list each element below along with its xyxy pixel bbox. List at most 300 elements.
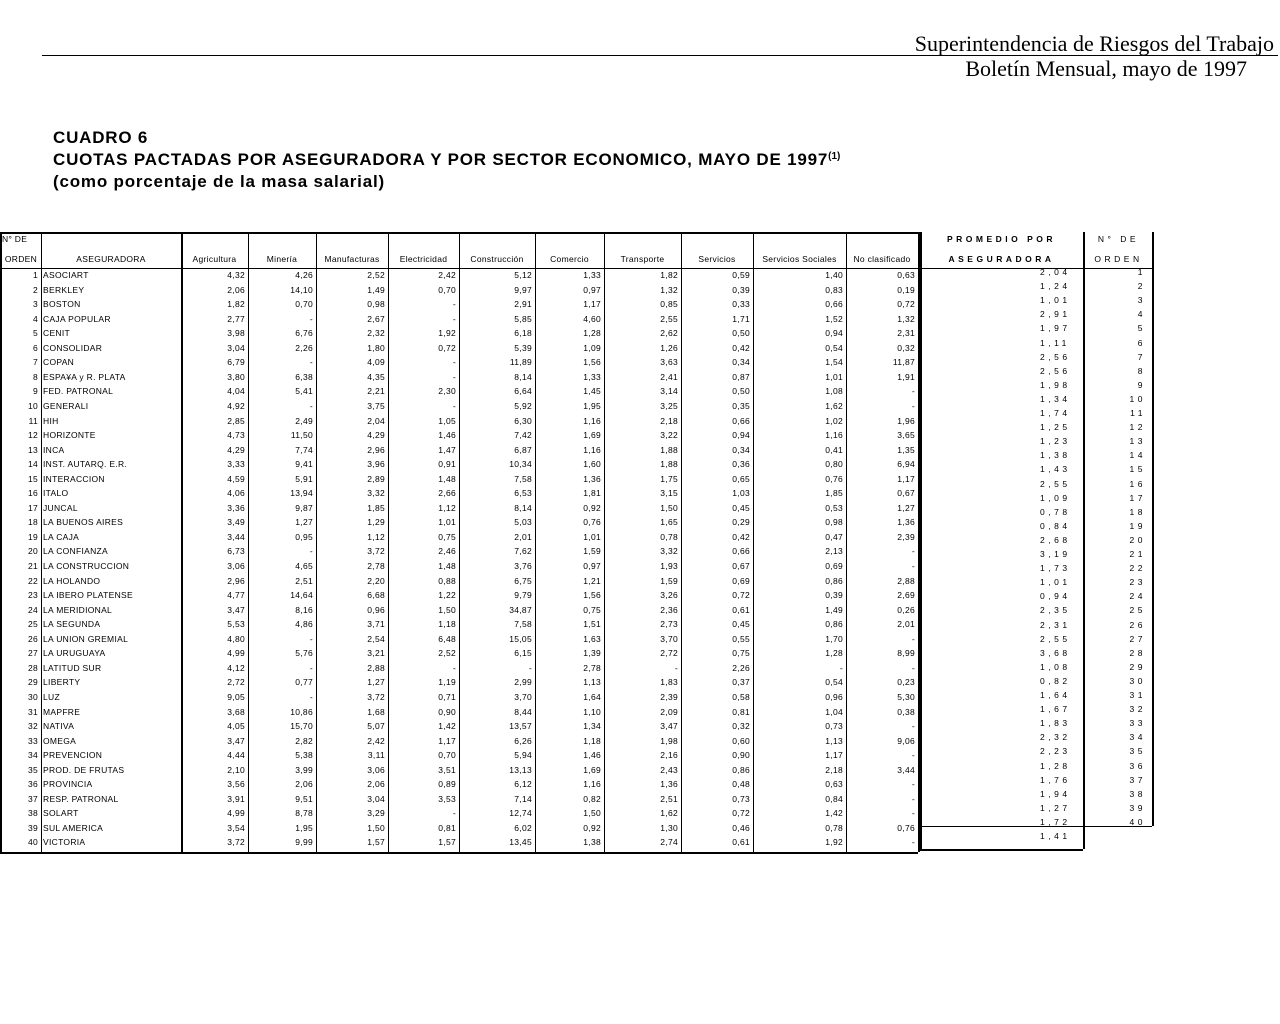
- row-value: 0,54: [825, 342, 843, 353]
- row-value: 2,51: [295, 575, 313, 586]
- row-value: 2,89: [367, 473, 385, 484]
- row-insurer-name: RESP. PATRONAL: [43, 793, 119, 804]
- row-value: 0,88: [438, 575, 456, 586]
- row-value: 0,96: [825, 691, 843, 702]
- row-value: -: [674, 662, 678, 673]
- row-value: 1,12: [367, 531, 385, 542]
- row-value: 3,51: [438, 764, 456, 775]
- row-value: 9,06: [897, 735, 915, 746]
- row-value: 4,92: [227, 400, 245, 411]
- row-value: 3,54: [227, 822, 245, 833]
- row-order-number: 34: [27, 750, 38, 761]
- row-value: 1,17: [897, 473, 915, 484]
- row-value: 5,92: [514, 400, 532, 411]
- row-value: 1,17: [825, 750, 843, 761]
- row-value: 1,75: [660, 473, 678, 484]
- row-insurer-name: CONSOLIDAR: [43, 342, 103, 353]
- row-value: 2,96: [367, 444, 385, 455]
- row-value: 1,40: [825, 270, 843, 280]
- row-value: 0,96: [367, 604, 385, 615]
- row-value: 0,75: [732, 648, 750, 659]
- row-order-number: 38: [27, 808, 38, 819]
- row-value: 1,33: [583, 270, 601, 280]
- row-value: 1,48: [438, 473, 456, 484]
- row-value: 3,70: [514, 691, 532, 702]
- row-value: 2,85: [227, 415, 245, 426]
- row-value: -: [911, 561, 915, 571]
- row-value: 0,92: [583, 502, 601, 513]
- promedio-head-top: PROMEDIO POR: [946, 234, 1057, 244]
- row-value: 6,94: [897, 459, 915, 470]
- row-order-number: 13: [27, 444, 38, 455]
- row-value: -: [911, 793, 915, 804]
- row-value: 1,36: [660, 779, 678, 790]
- row-value: 0,84: [825, 793, 843, 804]
- row-value: 1,95: [295, 822, 313, 833]
- row-order-number: 36: [27, 779, 38, 790]
- row-value: 0,19: [897, 284, 915, 295]
- row-value: 1,46: [438, 430, 456, 441]
- row-value: 2,62: [660, 328, 678, 339]
- row-value: -: [309, 400, 313, 411]
- row-value: 2,06: [367, 779, 385, 790]
- row-value: 2,01: [514, 531, 532, 542]
- row-value: 2,74: [660, 837, 678, 848]
- row-value: 2,09: [660, 706, 678, 717]
- row-value: 1,17: [583, 299, 601, 310]
- row-value: -: [309, 313, 313, 324]
- row-value: 3,21: [367, 648, 385, 659]
- promedio-value: 2,55: [1040, 478, 1071, 489]
- row-value: 3,76: [514, 561, 532, 571]
- row-value: 0,75: [583, 604, 601, 615]
- row-value: 0,66: [732, 415, 750, 426]
- row-value: 6,76: [295, 328, 313, 339]
- column-divider: [41, 232, 42, 852]
- row-value: 1,35: [897, 444, 915, 455]
- row-value: 2,49: [295, 415, 313, 426]
- row-order-number: 33: [27, 735, 38, 746]
- row-value: 1,80: [367, 342, 385, 353]
- orden2-value: 14: [1129, 450, 1146, 461]
- row-value: 1,33: [583, 371, 601, 382]
- row-insurer-name: CENIT: [43, 328, 70, 339]
- row-value: 0,82: [583, 793, 601, 804]
- row-value: 3,68: [227, 706, 245, 717]
- row-value: 0,77: [295, 677, 313, 688]
- row-order-number: 29: [27, 677, 38, 688]
- row-value: 0,35: [732, 400, 750, 411]
- row-order-number: 2: [32, 284, 38, 295]
- promedio-value: 1,34: [1040, 393, 1071, 404]
- row-value: -: [911, 779, 915, 790]
- row-value: 1,82: [660, 270, 678, 280]
- row-insurer-name: LUZ: [43, 691, 60, 702]
- row-value: -: [528, 662, 532, 673]
- title-subtitle: (como porcentaje de la masa salarial): [53, 172, 385, 191]
- row-value: 4,80: [227, 633, 245, 644]
- row-value: 1,21: [583, 575, 601, 586]
- promedio-value: 1,98: [1040, 379, 1071, 390]
- row-value: 1,88: [660, 459, 678, 470]
- promedio-value: 1,43: [1040, 464, 1071, 475]
- orden2-value: 35: [1129, 746, 1146, 757]
- row-value: 4,60: [583, 313, 601, 324]
- orden2-value: 30: [1129, 675, 1146, 686]
- row-value: 2,52: [438, 648, 456, 659]
- row-order-number: 6: [32, 342, 38, 353]
- row-value: 0,94: [825, 328, 843, 339]
- row-value: 0,73: [732, 793, 750, 804]
- row-value: 1,91: [897, 371, 915, 382]
- row-value: 1,39: [583, 648, 601, 659]
- row-value: 4,73: [227, 430, 245, 441]
- row-value: 0,42: [732, 342, 750, 353]
- row-insurer-name: ITALO: [43, 488, 69, 499]
- row-value: 1,04: [825, 706, 843, 717]
- row-insurer-name: INCA: [43, 444, 65, 455]
- row-value: 13,57: [509, 721, 532, 732]
- row-value: 0,36: [732, 459, 750, 470]
- row-value: -: [309, 633, 313, 644]
- row-insurer-name: HIH: [43, 415, 59, 426]
- row-value: 3,44: [227, 531, 245, 542]
- title-main-text: CUOTAS PACTADAS POR ASEGURADORA Y POR SECTOR ECONOMICO, MAYO DE 1997: [53, 150, 829, 169]
- row-value: 3,22: [660, 430, 678, 441]
- promedio-head-bottom: ASEGURADORA: [948, 254, 1055, 264]
- row-value: 1,01: [583, 531, 601, 542]
- row-value: 11,89: [509, 357, 532, 368]
- orden2-value: 32: [1129, 704, 1146, 715]
- row-insurer-name: LA HOLANDO: [43, 575, 101, 586]
- orden2-value: 21: [1129, 549, 1146, 559]
- row-value: 1,81: [583, 488, 601, 499]
- row-value: 1,65: [660, 517, 678, 528]
- row-value: 2,20: [367, 575, 385, 586]
- row-value: -: [452, 299, 456, 310]
- row-value: 1,48: [438, 561, 456, 571]
- row-value: 0,70: [438, 750, 456, 761]
- promedio-value: 1,41: [1040, 831, 1071, 841]
- row-value: 1,18: [438, 619, 456, 630]
- row-value: 4,65: [295, 561, 313, 571]
- row-value: 3,33: [227, 459, 245, 470]
- row-value: 2,88: [897, 575, 915, 586]
- row-value: 2,78: [583, 662, 601, 673]
- row-value: -: [839, 662, 843, 673]
- row-value: 0,66: [825, 299, 843, 310]
- row-value: 0,86: [825, 575, 843, 586]
- row-value: 0,73: [825, 721, 843, 732]
- row-value: 0,71: [438, 691, 456, 702]
- row-value: 1,17: [438, 735, 456, 746]
- row-insurer-name: NATIVA: [43, 721, 75, 732]
- row-value: 1,03: [732, 488, 750, 499]
- row-value: 6,18: [514, 328, 532, 339]
- promedio-value: 2,56: [1040, 365, 1071, 376]
- row-value: 0,54: [825, 677, 843, 688]
- row-value: 0,75: [438, 531, 456, 542]
- row-value: 3,96: [367, 459, 385, 470]
- row-insurer-name: PREVENCION: [43, 750, 103, 761]
- row-value: 2,06: [227, 284, 245, 295]
- row-value: 0,89: [438, 779, 456, 790]
- row-value: 12,74: [509, 808, 532, 819]
- row-value: 9,99: [295, 837, 313, 848]
- row-value: 1,08: [825, 386, 843, 397]
- orden2-value: 6: [1137, 337, 1146, 348]
- row-value: 7,14: [514, 793, 532, 804]
- row-value: 2,66: [438, 488, 456, 499]
- row-value: 0,63: [897, 270, 915, 280]
- row-value: 4,06: [227, 488, 245, 499]
- row-value: 4,05: [227, 721, 245, 732]
- row-value: 2,82: [295, 735, 313, 746]
- row-value: -: [911, 721, 915, 732]
- promedio-value: 2,35: [1040, 605, 1071, 616]
- row-value: -: [452, 371, 456, 382]
- orden2-value: 26: [1129, 619, 1146, 630]
- row-value: 1,16: [825, 430, 843, 441]
- row-value: 1,56: [583, 590, 601, 601]
- row-value: 1,62: [825, 400, 843, 411]
- row-value: 1,38: [583, 837, 601, 848]
- row-value: 1,05: [438, 415, 456, 426]
- row-value: 1,50: [367, 822, 385, 833]
- promedio-value: 1,08: [1040, 661, 1071, 672]
- row-value: 14,10: [290, 284, 313, 295]
- row-value: 3,26: [660, 590, 678, 601]
- row-value: 0,45: [732, 619, 750, 630]
- row-value: 1,27: [295, 517, 313, 528]
- row-value: 34,87: [509, 604, 532, 615]
- row-value: 3,80: [227, 371, 245, 382]
- row-insurer-name: LA SEGUNDA: [43, 619, 101, 630]
- row-value: 6,87: [514, 444, 532, 455]
- row-value: 13,94: [290, 488, 313, 499]
- promedio-value: 1,27: [1040, 802, 1071, 813]
- row-order-number: 39: [27, 822, 38, 833]
- row-value: 1,92: [438, 328, 456, 339]
- row-value: 6,64: [514, 386, 532, 397]
- row-value: 6,48: [438, 633, 456, 644]
- row-value: 3,56: [227, 779, 245, 790]
- row-value: 2,78: [367, 561, 385, 571]
- row-value: 0,90: [438, 706, 456, 717]
- row-value: 1,32: [660, 284, 678, 295]
- row-value: 2,46: [438, 546, 456, 557]
- row-value: 3,49: [227, 517, 245, 528]
- row-value: 0,34: [732, 357, 750, 368]
- row-value: 1,64: [583, 691, 601, 702]
- row-insurer-name: BERKLEY: [43, 284, 85, 295]
- row-value: 4,32: [227, 270, 245, 280]
- row-value: -: [452, 400, 456, 411]
- orden2-value: 8: [1137, 365, 1146, 376]
- row-value: 8,16: [295, 604, 313, 615]
- row-value: 0,91: [438, 459, 456, 470]
- row-value: 0,29: [732, 517, 750, 528]
- row-order-number: 28: [27, 662, 38, 673]
- row-value: 10,86: [290, 706, 313, 717]
- row-value: 2,73: [660, 619, 678, 630]
- row-value: 2,55: [660, 313, 678, 324]
- row-value: 2,26: [732, 662, 750, 673]
- row-value: 6,79: [227, 357, 245, 368]
- row-value: 0,94: [732, 430, 750, 441]
- orden2-head-bottom: ORDEN: [1094, 254, 1143, 264]
- promedio-value: 1,28: [1040, 760, 1071, 771]
- row-value: 2,30: [438, 386, 456, 397]
- row-value: 2,18: [660, 415, 678, 426]
- promedio-value: 1,72: [1040, 816, 1071, 827]
- row-value: 5,94: [514, 750, 532, 761]
- orden2-value: 37: [1129, 774, 1146, 785]
- row-value: 2,51: [660, 793, 678, 804]
- orden2-value: 16: [1129, 478, 1146, 489]
- row-value: 0,37: [732, 677, 750, 688]
- row-value: 0,67: [732, 561, 750, 571]
- row-value: 0,97: [583, 561, 601, 571]
- promedio-bottom-border: [920, 849, 1083, 851]
- orden2-value: 7: [1137, 351, 1146, 362]
- row-order-number: 12: [27, 430, 38, 441]
- row-value: 2,77: [227, 313, 245, 324]
- row-value: 0,85: [660, 299, 678, 310]
- row-value: 2,32: [367, 328, 385, 339]
- row-value: 7,62: [514, 546, 532, 557]
- row-value: 1,27: [897, 502, 915, 513]
- promedio-value: 2,23: [1040, 746, 1071, 757]
- row-order-number: 19: [27, 531, 38, 542]
- row-insurer-name: OMEGA: [43, 735, 77, 746]
- row-order-number: 10: [27, 400, 38, 411]
- row-value: 0,42: [732, 531, 750, 542]
- row-value: 1,30: [660, 822, 678, 833]
- row-insurer-name: CAJA POPULAR: [43, 313, 111, 324]
- row-insurer-name: LA BUENOS AIRES: [43, 517, 124, 528]
- row-value: 2,42: [367, 735, 385, 746]
- row-value: 1,22: [438, 590, 456, 601]
- row-order-number: 16: [27, 488, 38, 499]
- row-order-number: 15: [27, 473, 38, 484]
- orden2-value: 18: [1129, 506, 1146, 517]
- row-insurer-name: MAPFRE: [43, 706, 81, 717]
- row-insurer-name: LA CAJA: [43, 531, 80, 542]
- promedio-value: 1,67: [1040, 704, 1071, 715]
- row-insurer-name: INTERACCION: [43, 473, 105, 484]
- row-insurer-name: LATITUD SUR: [43, 662, 102, 673]
- row-value: 2,42: [438, 270, 456, 280]
- row-value: 1,82: [227, 299, 245, 310]
- row-value: 3,70: [660, 633, 678, 644]
- row-value: 1,42: [438, 721, 456, 732]
- row-value: 4,29: [227, 444, 245, 455]
- row-value: 6,15: [514, 648, 532, 659]
- row-value: 0,86: [732, 764, 750, 775]
- row-value: 11,50: [290, 430, 313, 441]
- row-value: 1,10: [583, 706, 601, 717]
- row-order-number: 27: [27, 648, 38, 659]
- row-value: 1,57: [438, 837, 456, 848]
- title-cuadro: CUADRO 6: [53, 128, 149, 147]
- row-value: 3,15: [660, 488, 678, 499]
- row-value: 1,36: [897, 517, 915, 528]
- orden2-value: 28: [1129, 647, 1146, 658]
- header-bulletin: Boletín Mensual, mayo de 1997: [965, 56, 1247, 81]
- row-value: 15,70: [290, 721, 313, 732]
- row-value: 0,67: [897, 488, 915, 499]
- row-order-number: 30: [27, 691, 38, 702]
- row-value: 6,26: [514, 735, 532, 746]
- row-value: 3,44: [897, 764, 915, 775]
- row-value: 0,86: [825, 619, 843, 630]
- promedio-left-border: [920, 232, 922, 849]
- row-value: 3,75: [367, 400, 385, 411]
- orden2-value: 40: [1129, 816, 1146, 827]
- row-order-number: 32: [27, 721, 38, 732]
- row-value: 1,42: [825, 808, 843, 819]
- row-value: 0,72: [732, 808, 750, 819]
- row-insurer-name: LA UNION GREMIAL: [43, 633, 129, 644]
- row-value: 1,12: [438, 502, 456, 513]
- row-value: -: [309, 662, 313, 673]
- row-value: 1,85: [825, 488, 843, 499]
- row-value: 2,72: [227, 677, 245, 688]
- promedio-value: 2,91: [1040, 309, 1071, 320]
- orden2-value: 4: [1137, 309, 1146, 320]
- row-value: 3,63: [660, 357, 678, 368]
- row-value: 3,47: [660, 721, 678, 732]
- row-value: 3,72: [367, 546, 385, 557]
- promedio-value: 1,83: [1040, 718, 1071, 729]
- row-value: 7,58: [514, 619, 532, 630]
- row-value: 3,53: [438, 793, 456, 804]
- row-value: 5,91: [295, 473, 313, 484]
- row-order-number: 7: [32, 357, 38, 368]
- row-value: 3,71: [367, 619, 385, 630]
- row-value: 1,28: [825, 648, 843, 659]
- row-value: 1,26: [660, 342, 678, 353]
- row-value: 3,25: [660, 400, 678, 411]
- row-value: 2,39: [660, 691, 678, 702]
- orden2-value: 20: [1129, 534, 1146, 545]
- sector-head-7: Servicios: [698, 254, 736, 264]
- row-value: 3,47: [227, 735, 245, 746]
- row-value: 1,13: [583, 677, 601, 688]
- row-value: 0,72: [438, 342, 456, 353]
- row-value: 0,48: [732, 779, 750, 790]
- row-value: 0,81: [732, 706, 750, 717]
- row-value: -: [309, 357, 313, 368]
- promedio-value: 0,78: [1040, 506, 1071, 517]
- row-value: 2,39: [897, 531, 915, 542]
- row-value: 4,09: [367, 357, 385, 368]
- row-value: 4,26: [295, 270, 313, 280]
- row-value: 0,47: [825, 531, 843, 542]
- row-value: 0,55: [732, 633, 750, 644]
- row-value: 0,63: [825, 779, 843, 790]
- row-value: 3,04: [367, 793, 385, 804]
- sector-head-8: Servicios Sociales: [762, 254, 837, 264]
- row-value: 1,36: [583, 473, 601, 484]
- row-value: 1,18: [583, 735, 601, 746]
- row-value: 5,41: [295, 386, 313, 397]
- orden2-value: 31: [1129, 690, 1146, 700]
- row-insurer-name: INST. AUTARQ. E.R.: [43, 459, 128, 470]
- row-order-number: 20: [27, 546, 38, 557]
- row-order-number: 14: [27, 459, 38, 470]
